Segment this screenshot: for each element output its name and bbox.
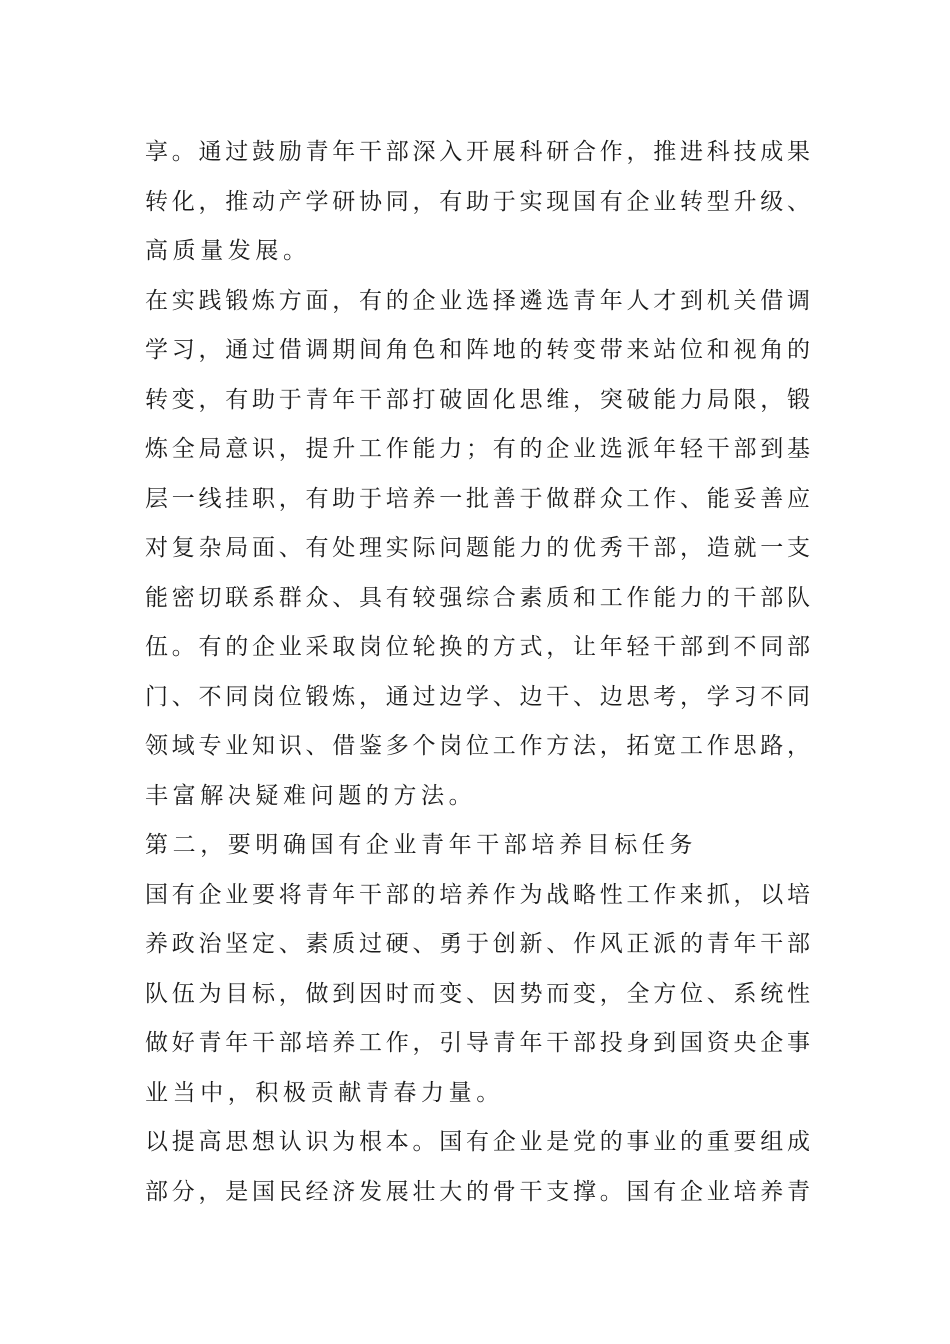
text-line: 做好青年干部培养工作，引导青年干部投身到国资央企事 bbox=[145, 1030, 810, 1056]
text-line: 炼全局意识，提升工作能力；有的企业选派年轻干部到基 bbox=[145, 436, 810, 462]
text-line: 领域专业知识、借鉴多个岗位工作方法，拓宽工作思路， bbox=[145, 733, 810, 759]
text-line: 享。通过鼓励青年干部深入开展科研合作，推进科技成果 bbox=[145, 139, 810, 165]
text-line: 对复杂局面、有处理实际问题能力的优秀干部，造就一支 bbox=[145, 535, 810, 561]
text-line: 业当中，积极贡献青春力量。 bbox=[145, 1079, 504, 1106]
text-line: 伍。有的企业采取岗位轮换的方式，让年轻干部到不同部 bbox=[145, 634, 810, 660]
text-line: 以提高思想认识为根本。国有企业是党的事业的重要组成 bbox=[145, 1129, 810, 1155]
text-line: 国有企业要将青年干部的培养作为战略性工作来抓，以培 bbox=[145, 881, 810, 908]
text-line: 在实践锻炼方面，有的企业选择遴选青年人才到机关借调 bbox=[145, 287, 810, 314]
text-line: 门、不同岗位锻炼，通过边学、边干、边思考，学习不同 bbox=[145, 683, 810, 710]
text-line: 队伍为目标，做到因时而变、因势而变，全方位、系统性 bbox=[145, 980, 810, 1007]
text-line: 高质量发展。 bbox=[145, 238, 311, 264]
body-text bbox=[145, 128, 810, 1217]
text-line: 学习，通过借调期间角色和阵地的转变带来站位和视角的 bbox=[145, 337, 810, 363]
text-line: 能密切联系群众、具有较强综合素质和工作能力的干部队 bbox=[145, 584, 810, 611]
text-line: 丰富解决疑难问题的方法。 bbox=[145, 782, 477, 809]
text-line: 层一线挂职，有助于培养一批善于做群众工作、能妥善应 bbox=[145, 485, 810, 512]
text-line: 第二，要明确国有企业青年干部培养目标任务 bbox=[145, 832, 697, 858]
text-line: 养政治坚定、素质过硬、勇于创新、作风正派的青年干部 bbox=[145, 931, 810, 957]
text-line: 转化，推动产学研协同，有助于实现国有企业转型升级、 bbox=[145, 188, 810, 215]
text-line: 转变，有助于青年干部打破固化思维，突破能力局限，锻 bbox=[145, 386, 810, 413]
text-line: 部分，是国民经济发展壮大的骨干支撑。国有企业培养青 bbox=[145, 1178, 810, 1205]
